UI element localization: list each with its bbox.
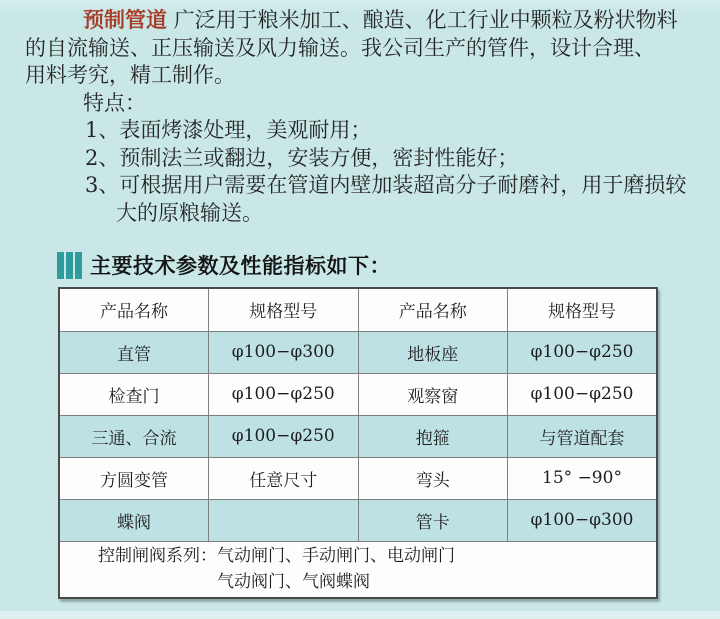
footer-series-1: 气动闸门、手动闸门、电动闸门 — [217, 546, 455, 567]
table-cell: 直管 — [59, 331, 209, 373]
spec-table — [58, 287, 658, 599]
col-header-spec-model-1: 规格型号 — [209, 288, 359, 331]
product-title: 预制管道 — [83, 7, 167, 32]
section-heading — [57, 250, 391, 280]
table-cell: φ100−φ300 — [508, 499, 658, 541]
table-cell: 三通、合流 — [59, 415, 209, 457]
table-footer-row — [59, 541, 657, 598]
footer-line-1 — [98, 543, 656, 569]
col-header-product-name-1: 产品名称 — [59, 288, 209, 331]
table-cell: φ100−φ250 — [508, 373, 658, 415]
footer-line-2: 气动阀门、气阀蝶阀 — [217, 572, 370, 593]
feature-item-1: 1、表面烤漆处理，美观耐用； — [85, 118, 372, 142]
intro-block — [25, 6, 695, 227]
table-cell: 方圆变管 — [59, 457, 209, 499]
table-row — [59, 415, 657, 457]
triple-bars-icon — [57, 252, 84, 279]
footer-label: 控制闸阀系列： — [98, 546, 217, 567]
table-cell: φ100−φ250 — [508, 331, 658, 373]
bottom-strip — [0, 611, 720, 619]
table-cell — [209, 499, 359, 541]
intro-line-1-text: 广泛用于粮米加工、酿造、化工行业中颗粒及粉状物料 — [173, 8, 678, 32]
table-row — [59, 373, 657, 415]
section-heading-text: 主要技术参数及性能指标如下： — [90, 254, 391, 278]
col-header-product-name-2: 产品名称 — [358, 288, 508, 331]
table-cell: 观察窗 — [358, 373, 508, 415]
table-cell: φ100−φ250 — [209, 415, 359, 457]
table-header-row — [59, 288, 657, 331]
table-cell: φ100−φ250 — [209, 373, 359, 415]
intro-line-3: 用料考究，精工制作。 — [25, 63, 235, 87]
features-label: 特点： — [83, 90, 146, 115]
table-cell: 与管道配套 — [508, 415, 658, 457]
table-cell: 蝶阀 — [59, 499, 209, 541]
intro-line-1 — [25, 6, 695, 35]
table-cell: 检查门 — [59, 373, 209, 415]
table-cell: 任意尺寸 — [209, 457, 359, 499]
table-cell: φ100−φ300 — [209, 331, 359, 373]
features-list — [85, 117, 695, 227]
intro-line-2: 的自流输送、正压输送及风力输送。我公司生产的管件，设计合理、 — [25, 35, 655, 60]
table-row — [59, 499, 657, 541]
table-cell: 管卡 — [358, 499, 508, 541]
feature-item-2: 2、预制法兰或翻边，安装方便，密封性能好； — [85, 145, 519, 170]
table-cell: 弯头 — [358, 457, 508, 499]
feature-item-3: 3、可根据用户需要在管道内壁加装超高分子耐磨衬，用于磨损较 — [85, 173, 687, 197]
table-row — [59, 331, 657, 373]
table-row — [59, 457, 657, 499]
table-cell: 抱箍 — [358, 415, 508, 457]
table-cell: 地板座 — [358, 331, 508, 373]
table-footer-cell — [59, 541, 657, 598]
feature-item-3-continued: 大的原粮输送。 — [116, 200, 263, 225]
col-header-spec-model-2: 规格型号 — [508, 288, 658, 331]
table-cell: 15° −90° — [508, 457, 658, 499]
